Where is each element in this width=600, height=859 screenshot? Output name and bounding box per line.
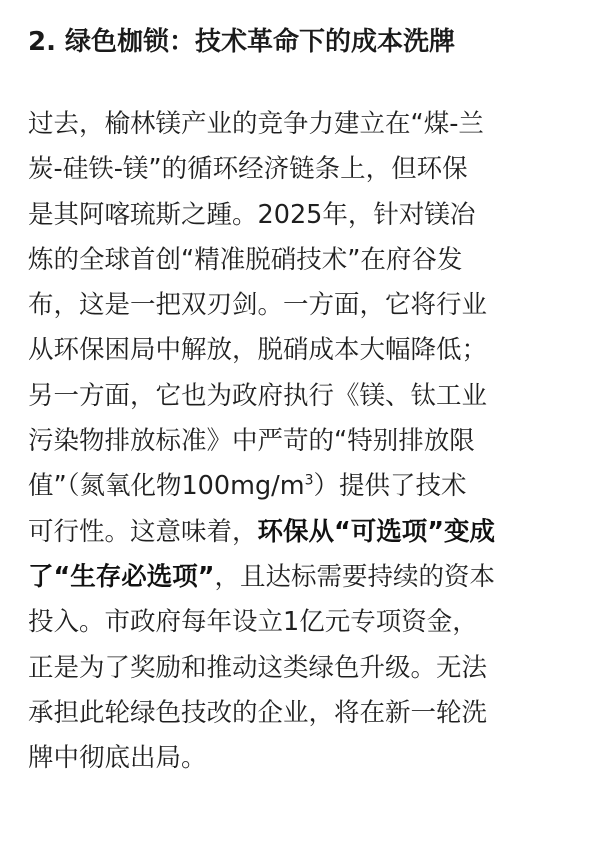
article-paragraph — [28, 102, 580, 781]
paragraph-line: 污染物排放标准》中严苛的“特别排放限 — [28, 426, 475, 457]
paragraph-line — [28, 555, 580, 600]
paragraph-line — [28, 510, 580, 555]
unit-superscript: 3 — [304, 472, 314, 489]
paragraph-text: 可行性。这意味着， — [28, 516, 258, 547]
emission-limit-text: 值”（氮氧化物100mg/m — [28, 471, 305, 502]
paragraph-line — [28, 464, 580, 509]
paragraph-text: ，且达标需要持续的资本 — [214, 561, 496, 592]
paragraph-line: 牌中彻底出局。 — [28, 743, 207, 774]
paragraph-line: 正是为了奖励和推动这类绿色升级。无法 — [28, 652, 488, 683]
paragraph-line: 承担此轮绿色技改的企业，将在新一轮洗 — [28, 697, 488, 728]
paragraph-line: 炭-硅铁-镁”的循环经济链条上，但环保 — [28, 154, 468, 185]
section-heading: 2. 绿色枷锁：技术革命下的成本洗牌 — [28, 27, 456, 57]
paragraph-line: 投入。市政府每年设立1亿元专项资金， — [28, 607, 478, 638]
paragraph-text: ）提供了技术 — [313, 471, 467, 502]
paragraph-line: 过去，榆林镁产业的竞争力建立在“煤-兰 — [28, 109, 484, 139]
article — [28, 14, 580, 781]
paragraph-line: 布，这是一把双刃剑。一方面，它将行业 — [28, 290, 488, 321]
emphasis-text: 了“生存必选项” — [28, 561, 215, 592]
emphasis-text: 环保从“可选项”变成 — [257, 516, 496, 547]
paragraph-line: 是其阿喀琉斯之踵。2025年，针对镁冶 — [28, 199, 476, 230]
paragraph-line: 另一方面，它也为政府执行《镁、钛工业 — [28, 380, 488, 411]
paragraph-line: 炼的全球首创“精准脱硝技术”在府谷发 — [28, 244, 463, 275]
paragraph-line: 从环保困局中解放，脱硝成本大幅降低； — [28, 335, 488, 366]
